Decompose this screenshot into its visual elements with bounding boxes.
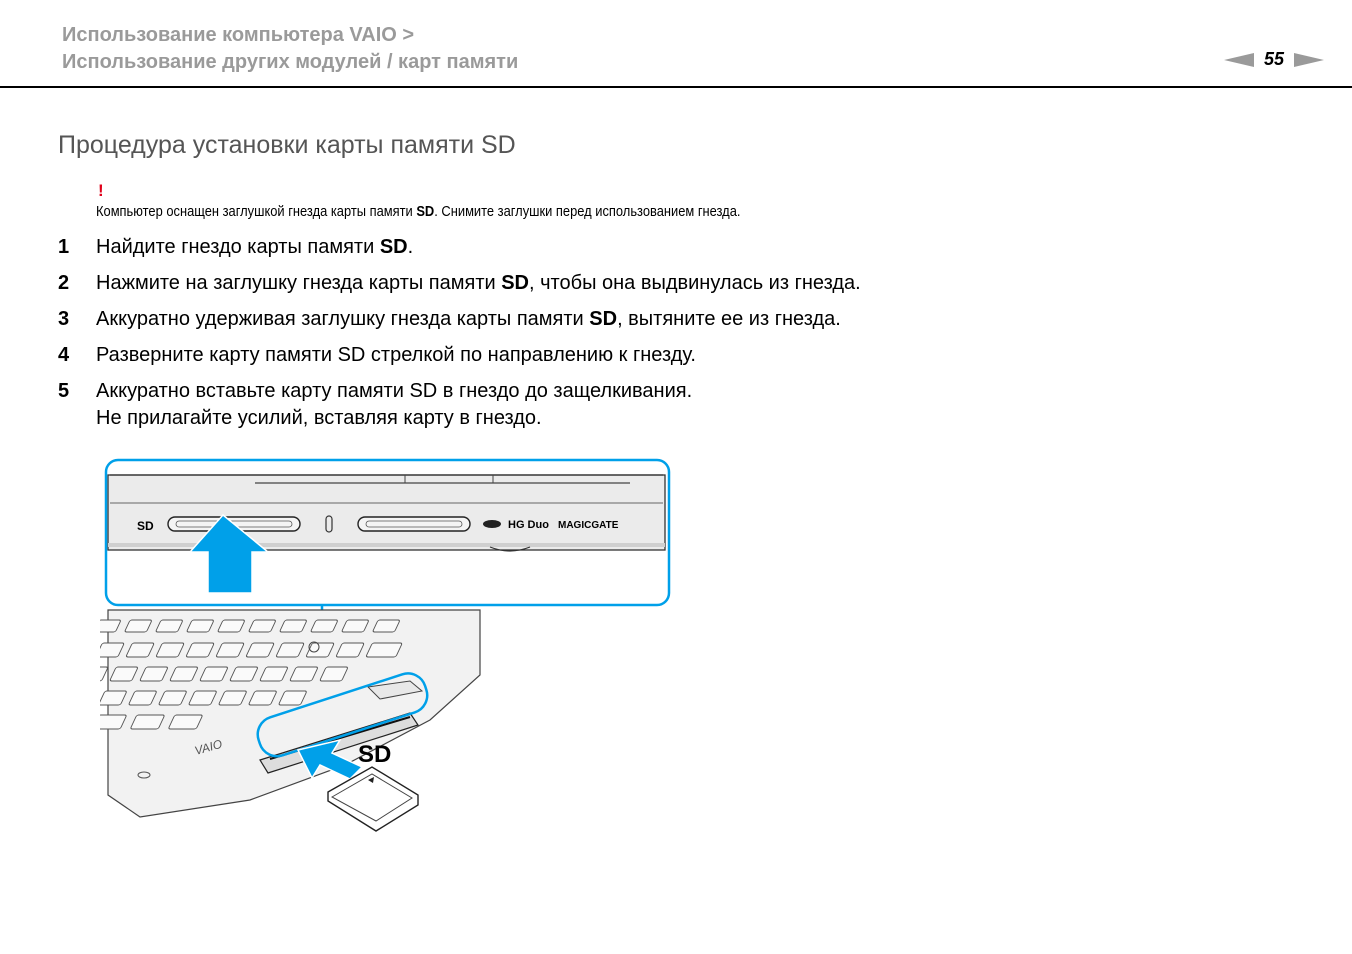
step-3	[58, 306, 861, 333]
magicgate-logo: MAGICGATE	[558, 520, 619, 531]
breadcrumb-line-1[interactable]: Использование компьютера VAIO >	[62, 24, 415, 46]
steps-list	[58, 234, 861, 441]
next-page-icon[interactable]	[1294, 53, 1324, 67]
step-text: Нажмите на заглушку гнезда карты памяти SD, чтобы она выдвинулась из гнезда.	[96, 272, 861, 294]
note-text-bold: SD	[416, 203, 435, 220]
page-navigation	[1224, 49, 1324, 70]
step-number: 3	[58, 308, 70, 330]
step-5	[58, 378, 861, 432]
sd-card-illustration	[100, 455, 675, 850]
slot-panel-zoom	[108, 475, 665, 593]
step-4	[58, 342, 861, 369]
step-number: 2	[58, 272, 70, 294]
sd-card-icon	[328, 767, 418, 831]
sd-slot-label: SD	[137, 519, 154, 533]
page-number: 55	[1263, 49, 1284, 69]
step-text: Аккуратно вставьте карту памяти SD в гнездо до защелкивания. Не прилагайте усилий, вставляя карту в гнездо.	[96, 380, 693, 429]
breadcrumb-line-2[interactable]: Использование других модулей / карт памяти	[62, 51, 519, 73]
step-number: 4	[58, 344, 70, 366]
vaio-logo: VAIO	[192, 736, 224, 758]
step-number: 1	[58, 236, 70, 258]
step-number: 5	[58, 380, 70, 402]
step-2	[58, 270, 861, 297]
note-text-before: Компьютер оснащен заглушкой гнезда карты памяти	[96, 203, 417, 220]
prev-page-icon[interactable]	[1224, 53, 1254, 67]
memory-stick-slot	[358, 517, 470, 531]
sd-card-label: SD	[358, 741, 392, 768]
step-1	[58, 234, 861, 261]
step-text: Найдите гнездо карты памяти SD.	[96, 236, 414, 258]
header-divider	[0, 86, 1352, 88]
note-text-after: . Снимите заглушки перед использованием гнезда.	[434, 203, 741, 220]
step-text: Аккуратно удерживая заглушку гнезда карты памяти SD, вытяните ее из гнезда.	[96, 308, 841, 330]
section-title: Процедура установки карты памяти SD	[58, 131, 516, 159]
warning-icon: !	[98, 181, 104, 200]
hg-duo-logo: HG Duo	[508, 519, 549, 531]
note-text	[96, 203, 740, 220]
breadcrumb	[62, 22, 518, 76]
step-text: Разверните карту памяти SD стрелкой по направлению к гнезду.	[96, 344, 696, 366]
laptop-keyboard	[100, 610, 480, 817]
